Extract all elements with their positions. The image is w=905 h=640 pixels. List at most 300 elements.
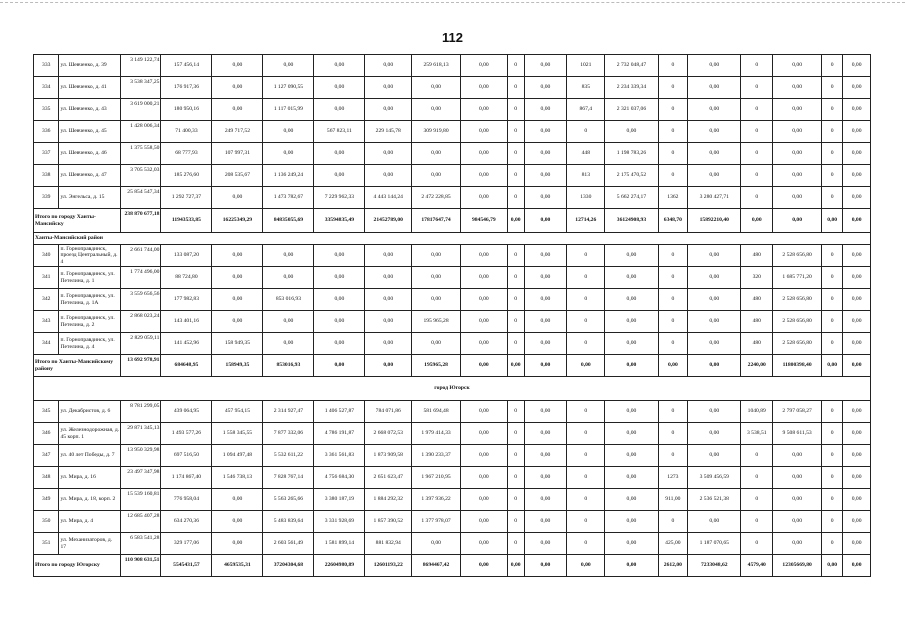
table-row <box>34 267 871 289</box>
subtotal-cell: 12714,26 <box>567 209 605 233</box>
row-total-cost: 2 829 059,11 <box>121 333 161 355</box>
table-cell: 0 <box>822 165 843 187</box>
table-row <box>34 423 871 445</box>
table-cell: 0,00 <box>524 423 566 445</box>
subtotal-row <box>34 355 871 377</box>
table-cell: 0,00 <box>524 311 566 333</box>
page-number: 112 <box>442 30 463 45</box>
subtotal-cell: 0,00 <box>365 355 412 377</box>
table-cell: 0,00 <box>524 187 566 209</box>
table-cell: 0,00 <box>365 311 412 333</box>
table-cell: 9 508 611,53 <box>773 423 822 445</box>
table-cell: 0,00 <box>263 143 314 165</box>
row-total-cost: 1 428 006,34 <box>121 121 161 143</box>
subtotal-cell: 0,00 <box>822 209 843 233</box>
table-cell: 0,00 <box>524 99 566 121</box>
row-number: 340 <box>34 245 59 267</box>
table-cell: 0 <box>741 533 773 555</box>
subtotal-cell: 11800398,40 <box>773 355 822 377</box>
table-cell: 1 873 909,58 <box>365 445 412 467</box>
row-total-cost: 8 781 299,05 <box>121 401 161 423</box>
table-cell: 0 <box>822 143 843 165</box>
row-total-cost: 12 685 407,28 <box>121 511 161 533</box>
table-cell: 1273 <box>658 467 688 489</box>
table-cell: 776 958,04 <box>161 489 212 511</box>
table-cell: 0,00 <box>460 121 507 143</box>
table-cell: 2 528 656,80 <box>773 289 822 311</box>
table-cell: 1040,89 <box>741 401 773 423</box>
table-cell: 5 483 839,64 <box>263 511 314 533</box>
row-number: 345 <box>34 401 59 423</box>
table-cell: 0,00 <box>843 267 871 289</box>
table-cell: 0 <box>822 311 843 333</box>
row-total-cost: 13 950 329,98 <box>121 445 161 467</box>
table-cell: 0 <box>822 289 843 311</box>
table-cell: 0,00 <box>773 187 822 209</box>
subtotal-cell: 0,00 <box>507 555 524 577</box>
table-cell: 0 <box>507 121 524 143</box>
row-total-cost: 23 497 347,98 <box>121 467 161 489</box>
table-cell: 1 198 783,26 <box>605 143 658 165</box>
table-row <box>34 55 871 77</box>
subtotal-cell: 5545431,57 <box>161 555 212 577</box>
table-row <box>34 77 871 99</box>
table-cell: 0,00 <box>524 489 566 511</box>
subtotal-total-cost: 13 692 978,91 <box>121 355 161 377</box>
table-cell: 1 117 015,99 <box>263 99 314 121</box>
table-cell: 0,00 <box>688 311 741 333</box>
table-cell: 0 <box>741 445 773 467</box>
table-cell: 3 538,51 <box>741 423 773 445</box>
table-cell: 0,00 <box>460 489 507 511</box>
table-cell: 0,00 <box>365 77 412 99</box>
row-address: п. Горноправдинск, ул. Петелина, д. 1 <box>59 267 121 289</box>
row-address: ул. Механизаторов, д. 17 <box>59 533 121 555</box>
table-cell: 0,00 <box>314 311 365 333</box>
table-cell: 0 <box>658 55 688 77</box>
table-cell: 813 <box>567 165 605 187</box>
table-row <box>34 289 871 311</box>
table-cell: 0,00 <box>314 333 365 355</box>
subtotal-total-cost: 238 870 677,18 <box>121 209 161 233</box>
subtotal-cell: 4659535,31 <box>212 555 263 577</box>
table-cell: 2 536 521,38 <box>688 489 741 511</box>
subtotal-cell: 0,00 <box>460 355 507 377</box>
row-address: ул. Железнодорожная, д. 45 корп. 1 <box>59 423 121 445</box>
row-number: 347 <box>34 445 59 467</box>
table-cell: 0 <box>822 489 843 511</box>
table-cell: 1 094 497,48 <box>212 445 263 467</box>
table-cell: 1 884 292,32 <box>365 489 412 511</box>
subtotal-row <box>34 209 871 233</box>
subtotal-cell: 84835055,69 <box>263 209 314 233</box>
table-cell: 911,00 <box>658 489 688 511</box>
row-total-cost: 3 705 532,03 <box>121 165 161 187</box>
table-cell: 0,00 <box>688 333 741 355</box>
section-title: Ханты-Мансийский район <box>34 233 871 245</box>
table-cell: 1 967 210,95 <box>412 467 461 489</box>
row-total-cost: 6 583 541,28 <box>121 533 161 555</box>
table-cell: 0 <box>741 489 773 511</box>
subtotal-cell: 15892210,40 <box>688 209 741 233</box>
table-cell: 0,00 <box>314 143 365 165</box>
table-cell: 141 452,96 <box>161 333 212 355</box>
table-cell: 1 685 771,20 <box>773 267 822 289</box>
table-cell: 0,00 <box>314 55 365 77</box>
table-cell: 0 <box>507 245 524 267</box>
subtotal-cell: 4579,40 <box>741 555 773 577</box>
table-cell: 0,00 <box>524 143 566 165</box>
table-cell: 0,00 <box>688 165 741 187</box>
table-cell: 1 581 899,14 <box>314 533 365 555</box>
table-cell: 0 <box>741 55 773 77</box>
table-cell: 0,00 <box>843 187 871 209</box>
table-cell: 133 087,20 <box>161 245 212 267</box>
table-cell: 0 <box>507 55 524 77</box>
table-cell: 0,00 <box>212 289 263 311</box>
table-cell: 0,00 <box>263 311 314 333</box>
table-cell: 0,00 <box>460 423 507 445</box>
row-number: 351 <box>34 533 59 555</box>
table-cell: 1 187 070,65 <box>688 533 741 555</box>
table-cell: 0,00 <box>688 143 741 165</box>
table-cell: 0 <box>567 489 605 511</box>
table-cell: 0,00 <box>843 467 871 489</box>
table-cell: 0,00 <box>688 99 741 121</box>
table-cell: 0,00 <box>212 77 263 99</box>
table-cell: 0,00 <box>605 245 658 267</box>
table-row <box>34 533 871 555</box>
subtotal-cell: 2240,00 <box>741 355 773 377</box>
subtotal-cell: 8694467,42 <box>412 555 461 577</box>
table-cell: 2 528 656,80 <box>773 245 822 267</box>
table-cell: 0 <box>567 267 605 289</box>
table-cell: 0,00 <box>688 245 741 267</box>
table-cell: 0 <box>741 143 773 165</box>
table-cell: 0,00 <box>843 511 871 533</box>
table-cell: 0,00 <box>212 311 263 333</box>
table-cell: 480 <box>741 245 773 267</box>
table-cell: 0 <box>507 311 524 333</box>
table-cell: 0,00 <box>412 165 461 187</box>
table-cell: 0,00 <box>773 165 822 187</box>
table-cell: 2 528 656,80 <box>773 311 822 333</box>
table-cell: 0,00 <box>212 533 263 555</box>
table-cell: 0,00 <box>773 511 822 533</box>
subtotal-cell: 0,00 <box>524 555 566 577</box>
subtotal-cell: 0,00 <box>741 209 773 233</box>
row-address: ул. Шевченко, д. 39 <box>59 55 121 77</box>
table-cell: 0 <box>822 511 843 533</box>
table-cell: 0,00 <box>605 511 658 533</box>
table-cell: 0 <box>507 533 524 555</box>
table-cell: 2 175 470,52 <box>605 165 658 187</box>
row-address: ул. Шевченко, д. 43 <box>59 99 121 121</box>
table-cell: 1 979 414,33 <box>412 423 461 445</box>
table-cell: 0,00 <box>212 267 263 289</box>
table-cell: 2 732 048,47 <box>605 55 658 77</box>
row-number: 336 <box>34 121 59 143</box>
table-cell: 0 <box>507 401 524 423</box>
row-number: 350 <box>34 511 59 533</box>
table-cell: 0,00 <box>605 467 658 489</box>
table-cell: 0 <box>658 333 688 355</box>
table-cell: 0 <box>822 333 843 355</box>
table-cell: 0 <box>741 511 773 533</box>
table-cell: 0,00 <box>460 289 507 311</box>
table-cell: 0 <box>822 423 843 445</box>
table-cell: 0 <box>567 445 605 467</box>
table-row <box>34 121 871 143</box>
table-cell: 0,00 <box>773 55 822 77</box>
subtotal-cell: 0,00 <box>460 555 507 577</box>
row-total-cost: 1 375 558,50 <box>121 143 161 165</box>
table-cell: 0 <box>658 121 688 143</box>
table-cell: 0 <box>567 121 605 143</box>
subtotal-cell: 21452789,00 <box>365 209 412 233</box>
table-cell: 0,00 <box>412 77 461 99</box>
row-number: 339 <box>34 187 59 209</box>
table-row <box>34 311 871 333</box>
table-cell: 0,00 <box>365 165 412 187</box>
table-cell: 0,00 <box>460 467 507 489</box>
table-cell: 0,00 <box>314 245 365 267</box>
table-cell: 0 <box>507 467 524 489</box>
subtotal-cell: 853016,93 <box>263 355 314 377</box>
subtotal-cell: 36124908,93 <box>605 209 658 233</box>
table-cell: 0,00 <box>524 121 566 143</box>
table-cell: 0,00 <box>365 99 412 121</box>
subtotal-cell: 2612,00 <box>658 555 688 577</box>
table-cell: 853 016,93 <box>263 289 314 311</box>
subtotal-cell: 0,00 <box>524 209 566 233</box>
table-cell: 1 292 727,37 <box>161 187 212 209</box>
table-cell: 0 <box>658 423 688 445</box>
table-cell: 0 <box>658 401 688 423</box>
table-cell: 309 919,80 <box>412 121 461 143</box>
table-cell: 185 276,60 <box>161 165 212 187</box>
table-cell: 0,00 <box>843 245 871 267</box>
table-cell: 0,00 <box>314 267 365 289</box>
table-row <box>34 245 871 267</box>
table-cell: 0 <box>822 121 843 143</box>
subtotal-cell: 0,00 <box>567 355 605 377</box>
subtotal-cell: 11943533,85 <box>161 209 212 233</box>
table-cell: 0 <box>741 467 773 489</box>
table-row <box>34 489 871 511</box>
table-cell: 0,00 <box>843 489 871 511</box>
table-cell: 0,00 <box>365 245 412 267</box>
table-cell: 0 <box>658 267 688 289</box>
row-address: ул. Шевченко, д. 46 <box>59 143 121 165</box>
table-cell: 0,00 <box>843 99 871 121</box>
table-cell: 0 <box>507 99 524 121</box>
table-cell: 0,00 <box>412 533 461 555</box>
table-cell: 0,00 <box>263 333 314 355</box>
table-cell: 0,00 <box>605 121 658 143</box>
table-cell: 439 064,95 <box>161 401 212 423</box>
table-cell: 180 950,16 <box>161 99 212 121</box>
table-cell: 0,00 <box>605 289 658 311</box>
subtotal-label: Итого по городу Ханты-Мансийску <box>34 209 121 233</box>
scan-top-edge <box>0 2 905 3</box>
table-cell: 0,00 <box>314 165 365 187</box>
table-cell: 0,00 <box>605 489 658 511</box>
row-total-cost: 3 538 347,25 <box>121 77 161 99</box>
table-cell: 0 <box>822 77 843 99</box>
table-cell: 0,00 <box>524 55 566 77</box>
table-cell: 0,00 <box>773 99 822 121</box>
table-cell: 0,00 <box>412 267 461 289</box>
row-address: ул. Мира, д. 18, корп. 2 <box>59 489 121 511</box>
table-cell: 0,00 <box>605 333 658 355</box>
table-cell: 0,00 <box>412 333 461 355</box>
table-cell: 0 <box>658 165 688 187</box>
table-cell: 1 546 738,13 <box>212 467 263 489</box>
table-cell: 567 823,11 <box>314 121 365 143</box>
table-cell: 0 <box>658 445 688 467</box>
table-cell: 0,00 <box>524 245 566 267</box>
table-cell: 176 917,36 <box>161 77 212 99</box>
table-cell: 0,00 <box>688 267 741 289</box>
table-cell: 177 982,83 <box>161 289 212 311</box>
table-cell: 0,00 <box>524 267 566 289</box>
subtotal-cell: 0,00 <box>688 355 741 377</box>
table-cell: 0 <box>567 467 605 489</box>
table-cell: 0,00 <box>460 143 507 165</box>
subtotal-cell: 12305669,80 <box>773 555 822 577</box>
table-cell: 0,00 <box>773 445 822 467</box>
subtotal-cell: 17817647,74 <box>412 209 461 233</box>
table-cell: 1 493 577,26 <box>161 423 212 445</box>
table-cell: 0 <box>658 99 688 121</box>
row-total-cost: 1 774 496,00 <box>121 267 161 289</box>
table-cell: 0 <box>822 467 843 489</box>
row-total-cost: 2 661 744,00 <box>121 245 161 267</box>
row-number: 348 <box>34 467 59 489</box>
table-row <box>34 143 871 165</box>
table-cell: 0,00 <box>688 445 741 467</box>
table-cell: 3 280 427,71 <box>688 187 741 209</box>
subtotal-cell: 684648,95 <box>161 355 212 377</box>
table-cell: 1 397 936,22 <box>412 489 461 511</box>
table-cell: 5 532 611,22 <box>263 445 314 467</box>
row-total-cost: 3 559 656,56 <box>121 289 161 311</box>
table-cell: 448 <box>567 143 605 165</box>
table-cell: 0,00 <box>263 267 314 289</box>
table-cell: 0 <box>658 245 688 267</box>
table-cell: 1362 <box>658 187 688 209</box>
table-cell: 0 <box>567 533 605 555</box>
row-total-cost: 25 854 547,34 <box>121 187 161 209</box>
row-address: ул. 40 лет Победы, д. 7 <box>59 445 121 467</box>
table-cell: 0 <box>507 77 524 99</box>
table-cell: 1 558 345,55 <box>212 423 263 445</box>
table-cell: 480 <box>741 333 773 355</box>
table-row <box>34 99 871 121</box>
row-total-cost: 2 868 023,24 <box>121 311 161 333</box>
row-address: ул. Шевченко, д. 45 <box>59 121 121 143</box>
table-cell: 0 <box>822 445 843 467</box>
table-cell: 1 390 233,37 <box>412 445 461 467</box>
table-cell: 7 828 767,14 <box>263 467 314 489</box>
table-cell: 0 <box>567 511 605 533</box>
table-cell: 0 <box>567 333 605 355</box>
table-cell: 0 <box>741 77 773 99</box>
table-cell: 4 786 191,87 <box>314 423 365 445</box>
table-cell: 0,00 <box>314 289 365 311</box>
table-cell: 0,00 <box>843 165 871 187</box>
table-cell: 320 <box>741 267 773 289</box>
table-cell: 3 361 561,83 <box>314 445 365 467</box>
table-row <box>34 445 871 467</box>
table-cell: 3 509 456,59 <box>688 467 741 489</box>
table-cell: 867,4 <box>567 99 605 121</box>
table-cell: 0,00 <box>524 511 566 533</box>
table-cell: 4 443 144,24 <box>365 187 412 209</box>
table-row <box>34 467 871 489</box>
table-cell: 0,00 <box>688 511 741 533</box>
table-cell: 0,00 <box>843 55 871 77</box>
table-cell: 0 <box>822 55 843 77</box>
table-cell: 0,00 <box>365 289 412 311</box>
row-total-cost: 3 149 122,74 <box>121 55 161 77</box>
table-cell: 0 <box>567 401 605 423</box>
subtotal-cell: 16225349,29 <box>212 209 263 233</box>
row-total-cost: 29 871 345,13 <box>121 423 161 445</box>
table-cell: 0,00 <box>843 401 871 423</box>
table-cell: 0,00 <box>524 467 566 489</box>
table-cell: 0,00 <box>314 99 365 121</box>
table-cell: 0,00 <box>605 533 658 555</box>
table-cell: 0,00 <box>843 289 871 311</box>
table-cell: 229 145,78 <box>365 121 412 143</box>
table-row <box>34 511 871 533</box>
table-cell: 0,00 <box>843 311 871 333</box>
row-number: 337 <box>34 143 59 165</box>
table-cell: 881 832,94 <box>365 533 412 555</box>
table-cell: 0,00 <box>460 245 507 267</box>
table-cell: 0,00 <box>314 77 365 99</box>
table-cell: 1 473 782,67 <box>263 187 314 209</box>
subtotal-cell: 0,00 <box>843 209 871 233</box>
subtotal-cell: 0,00 <box>567 555 605 577</box>
table-cell: 0,00 <box>773 143 822 165</box>
section-header-row <box>34 233 871 245</box>
table-cell: 0 <box>507 187 524 209</box>
row-number: 346 <box>34 423 59 445</box>
row-address: ул. Шевченко, д. 47 <box>59 165 121 187</box>
table-cell: 0 <box>741 165 773 187</box>
row-number: 335 <box>34 99 59 121</box>
table-cell: 0,00 <box>843 533 871 555</box>
table-cell: 0 <box>822 533 843 555</box>
table-cell: 107 997,31 <box>212 143 263 165</box>
table-cell: 0,00 <box>460 187 507 209</box>
table-cell: 259 618,13 <box>412 55 461 77</box>
table-cell: 0 <box>567 311 605 333</box>
table-cell: 0,00 <box>524 77 566 99</box>
subtotal-cell: 158949,35 <box>212 355 263 377</box>
table-cell: 0 <box>507 267 524 289</box>
table-row <box>34 165 871 187</box>
subtotal-cell: 0,00 <box>843 555 871 577</box>
table-cell: 0,00 <box>605 423 658 445</box>
subtotal-cell: 0,00 <box>507 355 524 377</box>
row-address: ул. Мира, д. 16 <box>59 467 121 489</box>
table-cell: 0 <box>507 333 524 355</box>
row-number: 344 <box>34 333 59 355</box>
